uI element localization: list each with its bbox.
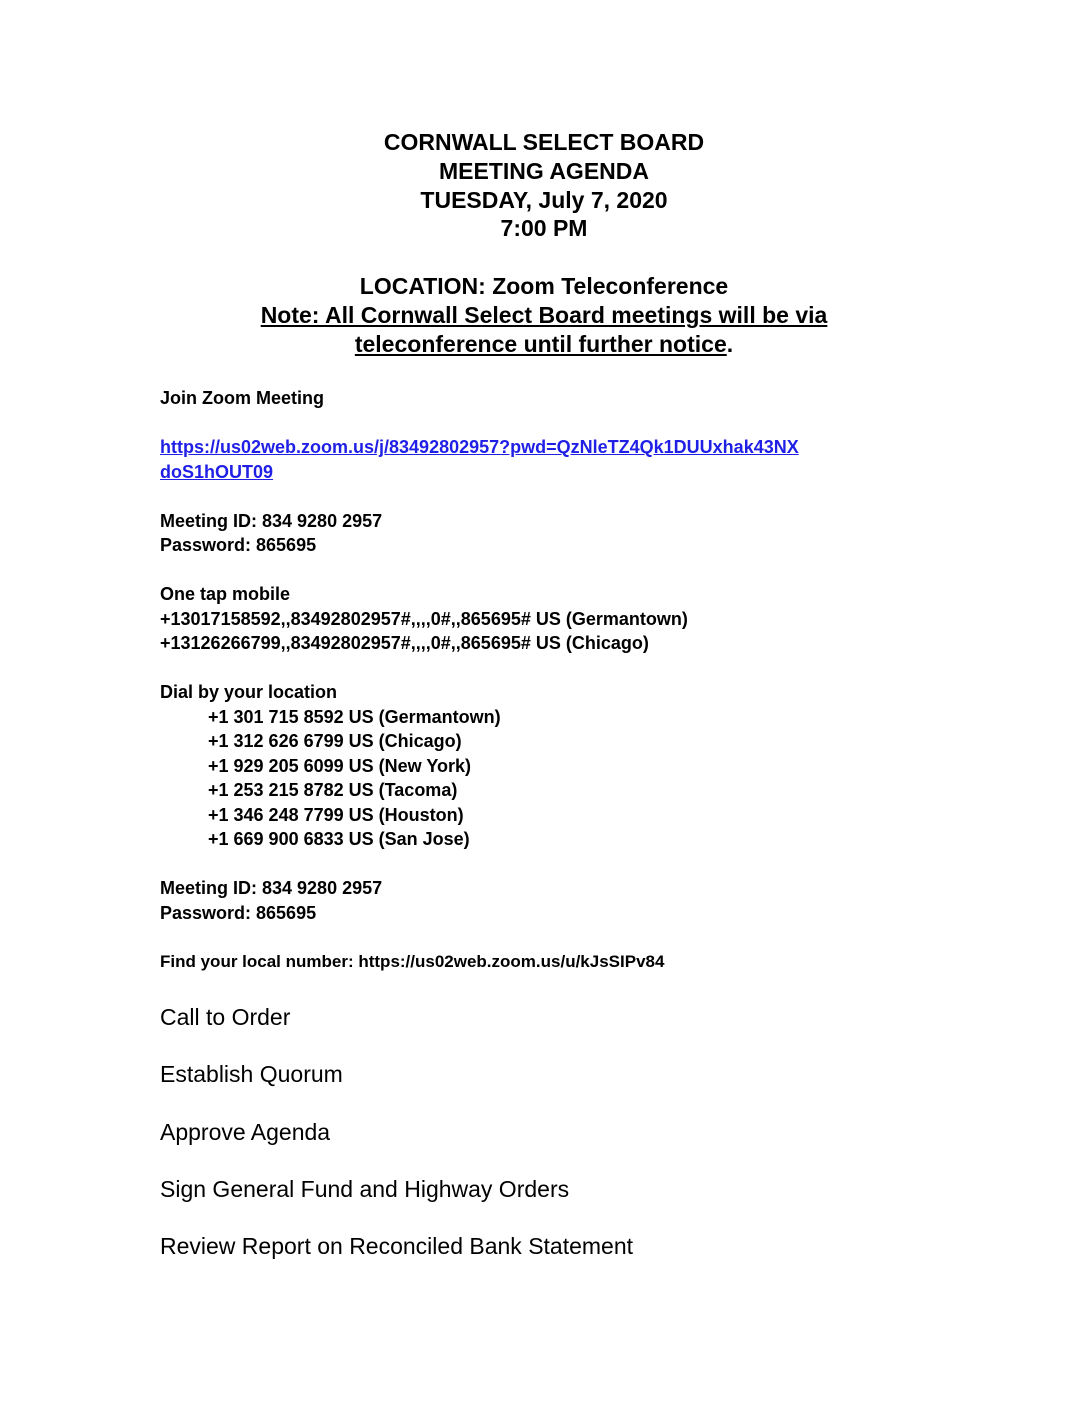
dial-number: +1 669 900 6833 US (San Jose) xyxy=(208,829,470,849)
meeting-password: Password: 865695 xyxy=(160,902,317,923)
dial-number: +1 312 626 6799 US (Chicago) xyxy=(208,731,462,751)
spacer xyxy=(160,484,960,509)
zoom-meeting-link-line-2[interactable]: doS1hOUT09 xyxy=(160,461,274,482)
meeting-time: 7:00 PM xyxy=(500,215,588,242)
meeting-location: LOCATION: Zoom Teleconference xyxy=(359,272,729,299)
board-title: CORNWALL SELECT BOARD xyxy=(383,129,705,155)
agenda-header xyxy=(0,128,1088,358)
one-tap-label: One tap mobile xyxy=(160,584,291,604)
teleconference-note-line-1: Note: All Cornwall Select Board meetings will be via xyxy=(260,301,828,328)
agenda-item: Sign General Fund and Highway Orders xyxy=(160,1175,570,1202)
teleconference-note-line-2 xyxy=(0,330,1088,359)
dial-number: +1 929 205 6099 US (New York) xyxy=(208,755,471,776)
meeting-password: Password: 865695 xyxy=(160,535,317,555)
dial-number: +1 346 248 7799 US (Houston) xyxy=(208,804,464,825)
agenda-item: Review Report on Reconciled Bank Statement xyxy=(160,1233,634,1260)
spacer xyxy=(160,925,960,950)
agenda-item: Establish Quorum xyxy=(160,1061,343,1088)
teleconference-note-text: teleconference until further notice xyxy=(354,330,727,357)
dial-number: +1 301 715 8592 US (Germantown) xyxy=(208,706,501,727)
meeting-date: TUESDAY, July 7, 2020 xyxy=(420,186,668,213)
join-zoom-label: Join Zoom Meeting xyxy=(160,388,324,408)
header-spacer xyxy=(0,243,1088,272)
spacer xyxy=(160,852,960,877)
one-tap-number: +13126266799,,83492802957#,,,,0#,,865695# US (Chicago) xyxy=(160,633,649,653)
find-local-number: Find your local number: https://us02web.zoom.us/u/kJsSIPv84 xyxy=(160,951,665,971)
agenda-items xyxy=(160,1002,960,1288)
spacer xyxy=(160,558,960,583)
agenda-item: Call to Order xyxy=(160,1004,291,1030)
one-tap-number: +13017158592,,83492802957#,,,,0#,,865695# US (Germantown) xyxy=(160,608,688,629)
spacer xyxy=(160,656,960,681)
agenda-item: Approve Agenda xyxy=(160,1118,331,1145)
document-title: MEETING AGENDA xyxy=(439,157,649,184)
zoom-meeting-link-line-1[interactable]: https://us02web.zoom.us/j/83492802957?pwd=QzNleTZ4Qk1DUUxhak43NX xyxy=(160,437,799,457)
dial-by-location-label: Dial by your location xyxy=(160,682,338,702)
teleconference-note-period: . xyxy=(726,330,734,357)
zoom-details xyxy=(160,386,960,974)
meeting-id: Meeting ID: 834 9280 2957 xyxy=(160,510,383,531)
dial-number: +1 253 215 8782 US (Tacoma) xyxy=(208,780,458,800)
meeting-id: Meeting ID: 834 9280 2957 xyxy=(160,878,383,898)
spacer xyxy=(160,411,960,436)
